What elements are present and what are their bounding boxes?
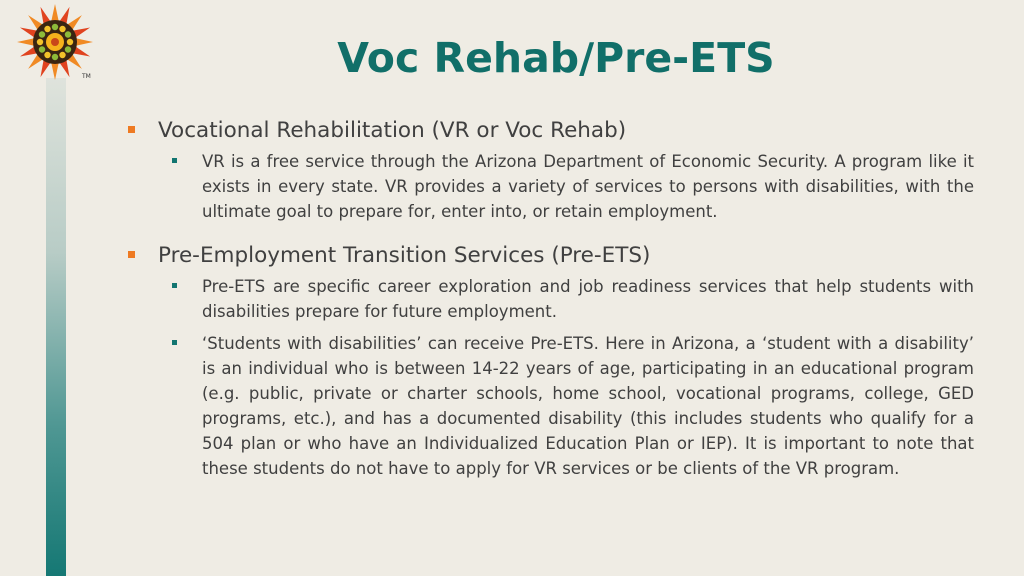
slide-content [122, 116, 974, 481]
logo-ray [51, 62, 59, 80]
list-item-text: ‘Students with disabilities’ can receive Pre-ETS. Here in Arizona, a ‘student with a disability’ is an individual who is between 14-22 years of age, participating in an educational program (e.g. public, private or charter schools, home school, vocational programs, college, GED programs, etc.), and has a documented disability (this includes students who qualify for a 504 plan or who have an Individualized Education Plan or IEP). It is important to note that these students do not have to apply for VR services or be clients of the VR program. [202, 334, 974, 478]
sunburst-logo-icon [8, 2, 100, 84]
section-heading-vocational-rehabilitation [122, 116, 974, 146]
slide-title: Voc Rehab/Pre-ETS [337, 34, 775, 82]
section-heading-text: Vocational Rehabilitation (VR or Voc Rehab) [158, 118, 627, 143]
trademark-mark: TM [82, 73, 91, 80]
logo-center-core [51, 38, 59, 46]
section-heading-text: Pre-Employment Transition Services (Pre-ETS) [158, 243, 651, 268]
logo-dot [65, 46, 71, 52]
section-heading-pre-ets [122, 241, 974, 271]
small-square-bullet-icon [172, 340, 177, 345]
logo-ray [17, 38, 35, 46]
logo-dot [65, 31, 71, 37]
logo-dot [39, 46, 45, 52]
square-bullet-icon [128, 126, 135, 133]
logo-dot [52, 24, 58, 30]
logo-dot [59, 26, 65, 32]
square-bullet-icon [128, 251, 135, 258]
list-item [202, 274, 974, 324]
list-item [202, 331, 974, 481]
list-item-text: VR is a free service through the Arizona Department of Economic Security. A program like it exists in every state. VR provides a variety of services to persons with disabilities, with the ultimate goal to prepare for, enter into, or retain employment. [202, 152, 974, 221]
logo-dot [44, 26, 50, 32]
small-square-bullet-icon [172, 283, 177, 288]
logo-dot [39, 31, 45, 37]
logo-dot [44, 52, 50, 58]
decorative-side-bar [46, 78, 66, 576]
logo-dot [67, 39, 73, 45]
logo-dot [52, 54, 58, 60]
small-square-bullet-icon [172, 158, 177, 163]
logo-ray [75, 38, 93, 46]
list-item [202, 149, 974, 224]
list-item-text: Pre-ETS are specific career exploration and job readiness services that help students with disabilities prepare for future employment. [202, 277, 974, 321]
logo-dot [37, 39, 43, 45]
logo-dot [59, 52, 65, 58]
logo-ray [51, 4, 59, 22]
